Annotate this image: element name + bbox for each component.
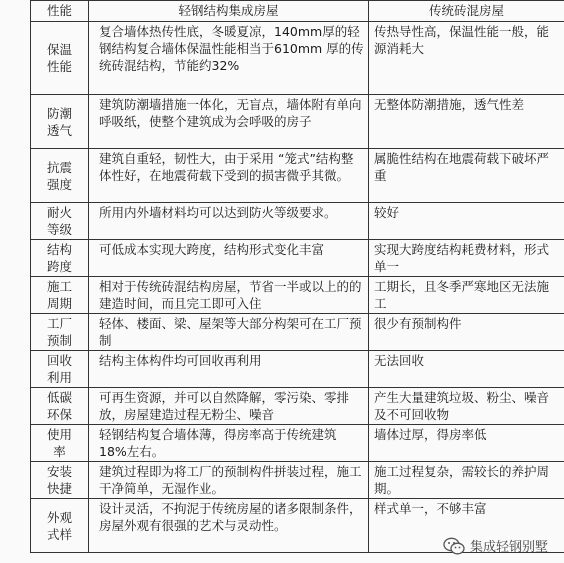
table-row [31, 149, 564, 203]
brick-concrete-cell: 较好 [369, 203, 564, 240]
light-steel-cell: 建筑过程即为将工厂的预制构件拼装过程，施工干净简单，无湿作业。 [89, 462, 369, 499]
watermark [443, 536, 548, 555]
light-steel-cell: 建筑防潮墙措施一体化，无盲点，墙体附有单向呼吸纸，使整个建筑成为会呼吸的房子 [89, 95, 369, 149]
table-row [31, 277, 564, 314]
property-cell: 保温 性能 [31, 22, 89, 95]
light-steel-cell: 可再生资源，并可以自然降解，零污染、零排放，房屋建造过程无粉尘、噪音 [89, 388, 369, 425]
property-cell: 安装 快捷 [31, 462, 89, 499]
watermark-text: 集成轻钢别墅 [469, 540, 548, 555]
table-row [31, 22, 564, 95]
brick-concrete-cell: 墙体过厚，得房率低 [369, 425, 564, 462]
property-cell: 抗震 强度 [31, 149, 89, 203]
brick-concrete-cell: 样式单一，不够丰富 [369, 499, 564, 553]
light-steel-cell: 结构主体构件均可回收再利用 [89, 351, 369, 388]
light-steel-cell: 轻钢结构复合墙体薄，得房率高于传统建筑 18%左右。 [89, 425, 369, 462]
property-cell: 工厂 预制 [31, 314, 89, 351]
brick-concrete-cell: 工期长，且冬季严寒地区无法施工 [369, 277, 564, 314]
property-cell: 回收 利用 [31, 351, 89, 388]
brick-concrete-cell: 无法回收 [369, 351, 564, 388]
brick-concrete-cell: 施工过程复杂，需较长的养护周期。 [369, 462, 564, 499]
header-light-steel: 轻钢结构集成房屋 [89, 1, 369, 22]
brick-concrete-cell: 实现大跨度结构耗费材料，形式单一 [369, 240, 564, 277]
table-row [31, 388, 564, 425]
light-steel-cell: 相对于传统砖混结构房屋，节省一半或以上的的建造时间，而且完工即可入住 [89, 277, 369, 314]
light-steel-cell: 所用内外墙材料均可以达到防火等级要求。 [89, 203, 369, 240]
light-steel-cell: 轻体、楼面、梁、屋架等大部分构架可在工厂预制 [89, 314, 369, 351]
light-steel-cell: 复合墙体热传性底，冬暖夏凉，140mm厚的轻钢结构复合墙体保温性能相当于610mm 厚的传统砖混结构，节能约32% [89, 22, 369, 95]
table-row [31, 462, 564, 499]
brick-concrete-cell: 传热导性高，保温性能一般，能源消耗大 [369, 22, 564, 95]
table-row [31, 95, 564, 149]
property-cell: 施工 周期 [31, 277, 89, 314]
property-cell: 使用 率 [31, 425, 89, 462]
light-steel-cell: 可低成本实现大跨度，结构形式变化丰富 [89, 240, 369, 277]
property-cell: 耐火 等级 [31, 203, 89, 240]
header-row [31, 1, 564, 22]
property-cell: 低碳 环保 [31, 388, 89, 425]
table-row [31, 425, 564, 462]
light-steel-cell: 建筑自重轻，韧性大，由于采用 “笼式”结构整体性好，在地震荷载下受到的损害微乎其微。 [89, 149, 369, 203]
property-cell: 防潮 透气 [31, 95, 89, 149]
table-row [31, 314, 564, 351]
property-cell: 外观 式样 [31, 499, 89, 553]
comparison-table [30, 0, 564, 553]
wechat-icon [443, 537, 465, 555]
table-row [31, 203, 564, 240]
property-cell: 结构 跨度 [31, 240, 89, 277]
light-steel-cell: 设计灵活，不拘泥于传统房屋的诸多限制条件，房屋外观有很强的艺术与灵动性。 [89, 499, 369, 553]
brick-concrete-cell: 产生大量建筑垃圾、粉尘、噪音及不可回收物 [369, 388, 564, 425]
header-brick-concrete: 传统砖混房屋 [369, 1, 564, 22]
table-row [31, 240, 564, 277]
header-property: 性能 [31, 1, 89, 22]
brick-concrete-cell: 无整体防潮措施，透气性差 [369, 95, 564, 149]
table-row [31, 351, 564, 388]
brick-concrete-cell: 很少有预制构件 [369, 314, 564, 351]
brick-concrete-cell: 属脆性结构在地震荷载下破坏严重 [369, 149, 564, 203]
